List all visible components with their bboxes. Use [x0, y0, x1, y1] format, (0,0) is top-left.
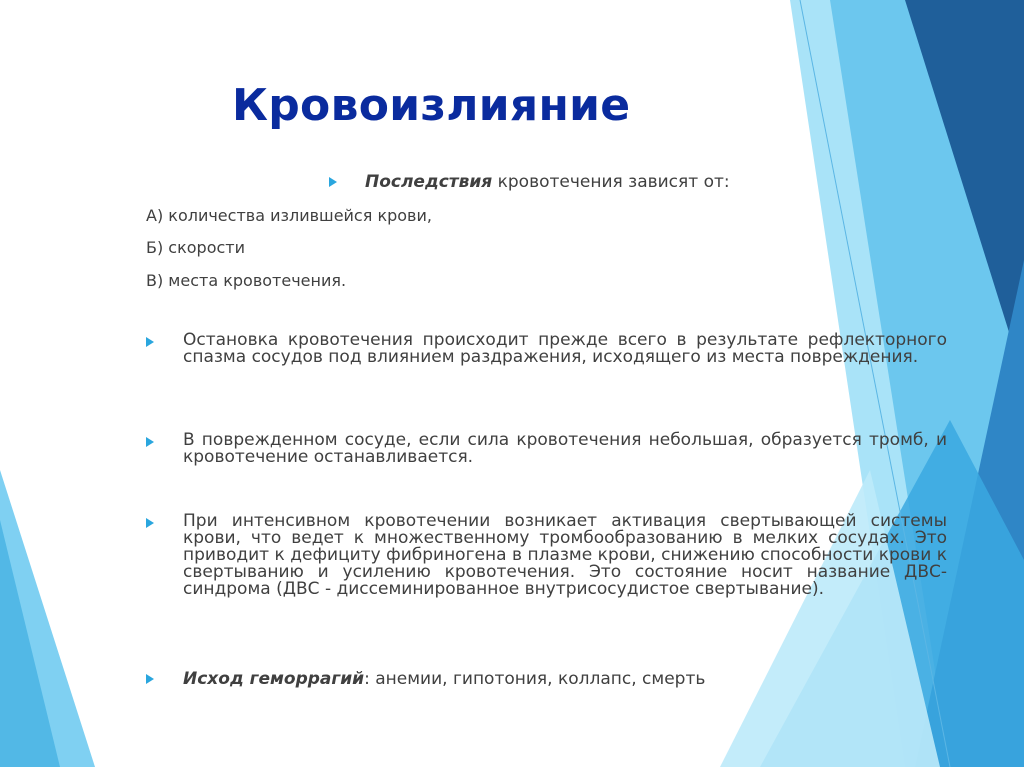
outcome-text: : анемии, гипотония, коллапс, смерть	[364, 669, 706, 689]
sub-item: В) места кровотечения.	[146, 271, 347, 290]
paragraph-thrombus: В поврежденном сосуде, если сила кровотечения небольшая, образуется тромб, и кровотечение останавливается.	[183, 430, 947, 467]
sub-item: А) количества излившейся крови,	[146, 206, 432, 225]
slide-title: Кровоизлияние	[232, 80, 631, 131]
bullet-arrow-icon	[146, 437, 154, 447]
consequences-term: Последствия	[365, 172, 493, 192]
consequences-heading	[365, 172, 730, 192]
bullet-arrow-icon	[329, 177, 337, 187]
consequences-text: кровотечения зависят от:	[492, 172, 730, 192]
sub-item: Б) скорости	[146, 238, 246, 257]
paragraph-hemostasis: Остановка кровотечения происходит прежде всего в результате рефлекторного спазма сосудов под влиянием раздражения, исходящего из места повреждения.	[183, 330, 947, 367]
paragraph-dic: При интенсивном кровотечении возникает активация свертывающей системы крови, что ведет к множественному тромбообразованию в мелких сосудах. Это приводит к дефициту фибриногена в плазме крови, снижению способности крови к свертыванию и усилению кровотечения. Это состояние носит название ДВС-синдрома (ДВС - диссеминированное внутрисосудистое свертывание).	[183, 511, 947, 599]
bullet-arrow-icon	[146, 337, 154, 347]
bullet-arrow-icon	[146, 518, 154, 528]
outcome-term: Исход геморрагий	[183, 669, 365, 689]
outcome-line	[183, 669, 705, 689]
bullet-arrow-icon	[146, 674, 154, 684]
